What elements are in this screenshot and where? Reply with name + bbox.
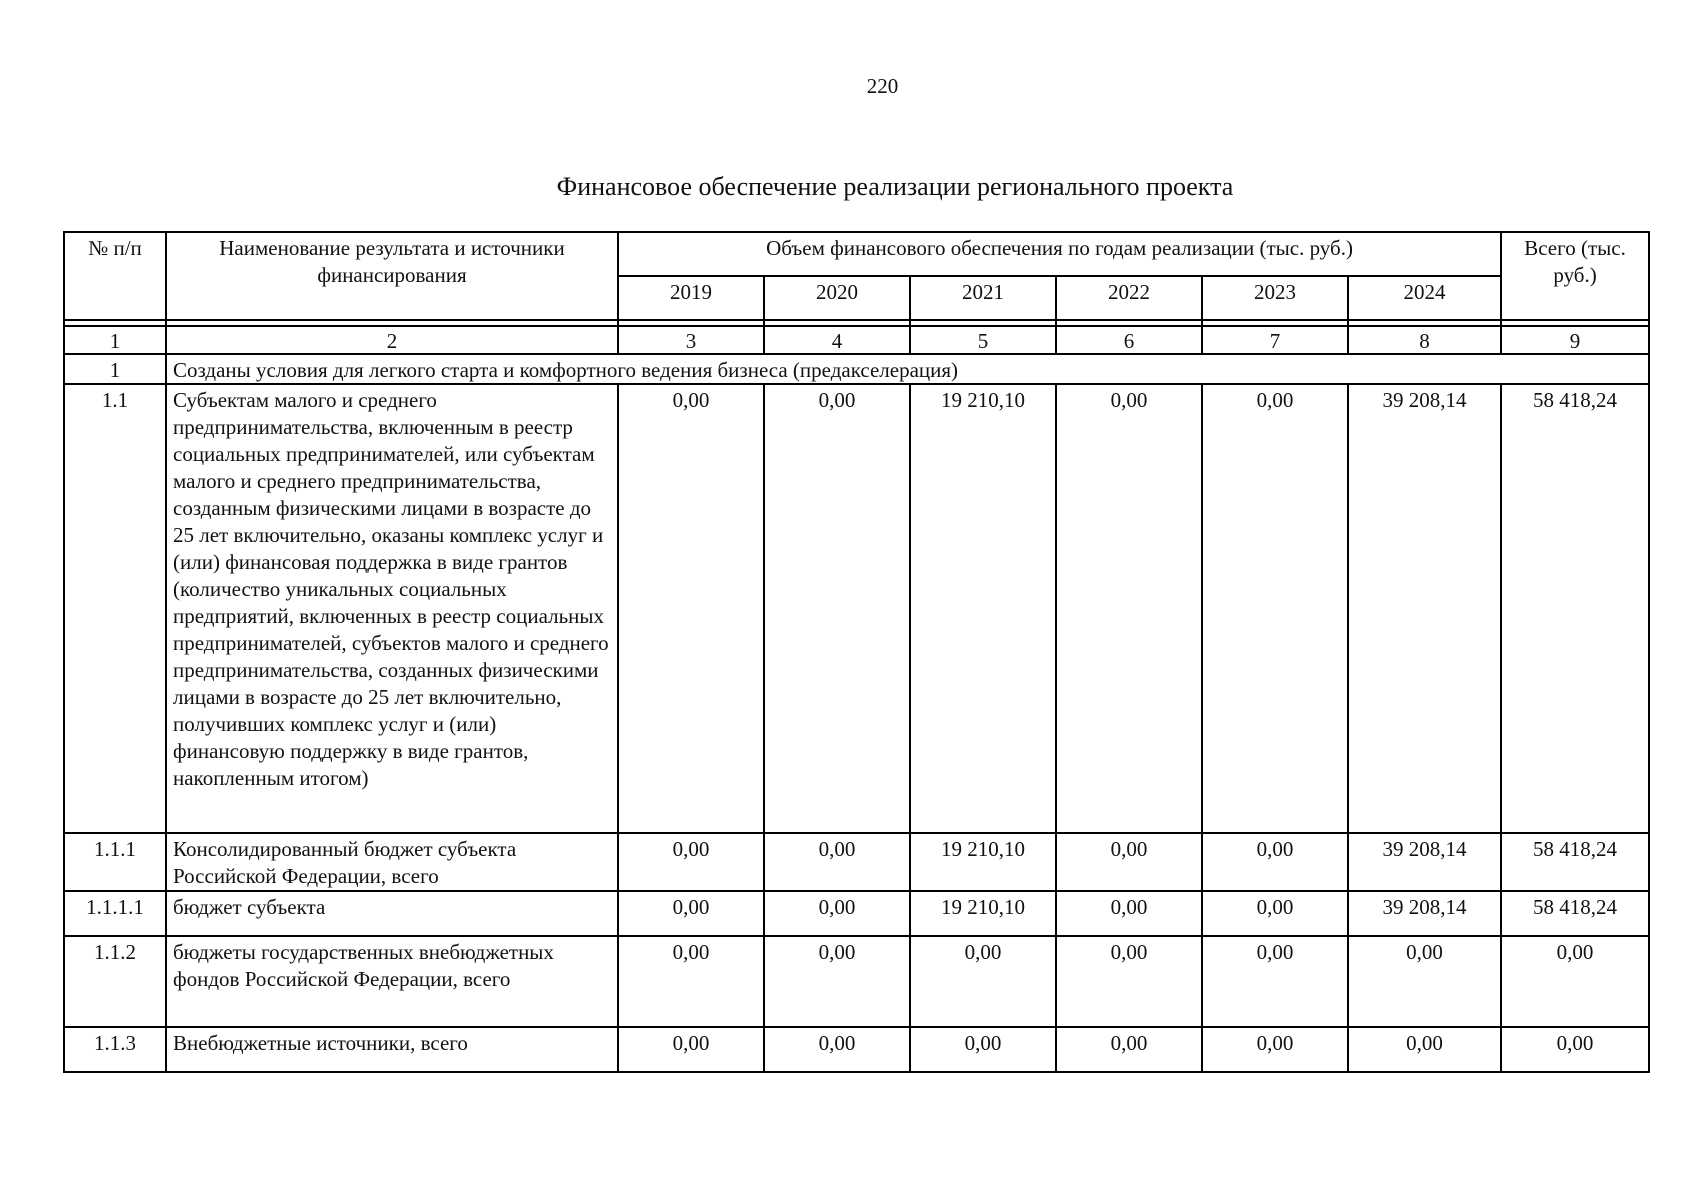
row-value: 19 210,10 [910,384,1056,833]
header-year: 2021 [910,276,1056,320]
row-name: Внебюджетные источники, всего [166,1027,618,1072]
row-value: 0,00 [1202,891,1348,936]
row-value: 0,00 [1056,833,1202,891]
row-value: 0,00 [1202,384,1348,833]
row-number: 1.1 [64,384,166,833]
row-number: 1.1.2 [64,936,166,1027]
header-col-name: Наименование результата и источники финансирования [166,232,618,320]
row-value: 0,00 [618,936,764,1027]
column-number: 2 [166,326,618,354]
row-total: 58 418,24 [1501,891,1649,936]
header-year: 2024 [1348,276,1501,320]
header-year: 2023 [1202,276,1348,320]
row-total: 58 418,24 [1501,833,1649,891]
row-value: 0,00 [1202,936,1348,1027]
column-number: 5 [910,326,1056,354]
table-row [64,833,1649,891]
row-total: 0,00 [1501,936,1649,1027]
header-col-total: Всего (тыс. руб.) [1501,232,1649,320]
row-name: Субъектам малого и среднего предпринимательства, включенным в реестр социальных предпринимателей, или субъектам малого и среднего предпринимательства, созданным физическими лицами в возрасте до 25 лет включительно, оказаны комплекс услуг и (или) финансовая поддержка в виде грантов (количество уникальных социальных предприятий, включенных в реестр социальных предпринимателей, субъектов малого и среднего предпринимательства, созданных физическими лицами в возрасте до 25 лет включительно, получивших комплекс услуг и (или) финансовую поддержку в виде грантов, накопленным итогом) [166,384,618,833]
header-row-1 [64,232,1649,276]
row-value: 0,00 [1348,1027,1501,1072]
row-value: 0,00 [764,936,910,1027]
table-row [64,891,1649,936]
header-col-volume: Объем финансового обеспечения по годам реализации (тыс. руб.) [618,232,1501,276]
row-value: 0,00 [764,833,910,891]
section-title: Созданы условия для легкого старта и комфортного ведения бизнеса (предакселерация) [166,354,1649,384]
row-value: 0,00 [618,384,764,833]
row-number: 1.1.3 [64,1027,166,1072]
row-value: 0,00 [1202,833,1348,891]
row-value: 0,00 [764,384,910,833]
row-value: 0,00 [1202,1027,1348,1072]
row-number: 1.1.1.1 [64,891,166,936]
row-value: 0,00 [1056,891,1202,936]
row-value: 39 208,14 [1348,384,1501,833]
column-number: 3 [618,326,764,354]
row-value: 0,00 [618,891,764,936]
column-number: 9 [1501,326,1649,354]
row-name: бюджет субъекта [166,891,618,936]
column-number: 1 [64,326,166,354]
section-row [64,354,1649,384]
row-value: 0,00 [910,1027,1056,1072]
header-col-number: № п/п [64,232,166,320]
column-number: 6 [1056,326,1202,354]
row-value: 0,00 [1056,384,1202,833]
row-total: 0,00 [1501,1027,1649,1072]
row-value: 0,00 [618,1027,764,1072]
column-number: 4 [764,326,910,354]
column-number: 7 [1202,326,1348,354]
column-number: 8 [1348,326,1501,354]
row-value: 19 210,10 [910,891,1056,936]
financing-table [63,231,1650,1073]
table-row [64,1027,1649,1072]
row-value: 0,00 [910,936,1056,1027]
header-year: 2019 [618,276,764,320]
table-row [64,936,1649,1027]
row-value: 0,00 [1348,936,1501,1027]
row-name: бюджеты государственных внебюджетных фондов Российской Федерации, всего [166,936,618,1027]
row-value: 0,00 [1056,936,1202,1027]
row-number: 1.1.1 [64,833,166,891]
header-year: 2020 [764,276,910,320]
row-value: 0,00 [764,891,910,936]
row-value: 0,00 [1056,1027,1202,1072]
page-number: 220 [866,74,899,98]
row-value: 0,00 [618,833,764,891]
row-value: 39 208,14 [1348,833,1501,891]
column-number-row [64,326,1649,354]
header-year: 2022 [1056,276,1202,320]
row-value: 0,00 [764,1027,910,1072]
row-value: 39 208,14 [1348,891,1501,936]
table-row [64,384,1649,833]
section-number: 1 [64,354,166,384]
document-title: Финансовое обеспечение реализации регионального проекта [556,172,1234,201]
row-total: 58 418,24 [1501,384,1649,833]
row-name: Консолидированный бюджет субъекта Российской Федерации, всего [166,833,618,891]
row-value: 19 210,10 [910,833,1056,891]
